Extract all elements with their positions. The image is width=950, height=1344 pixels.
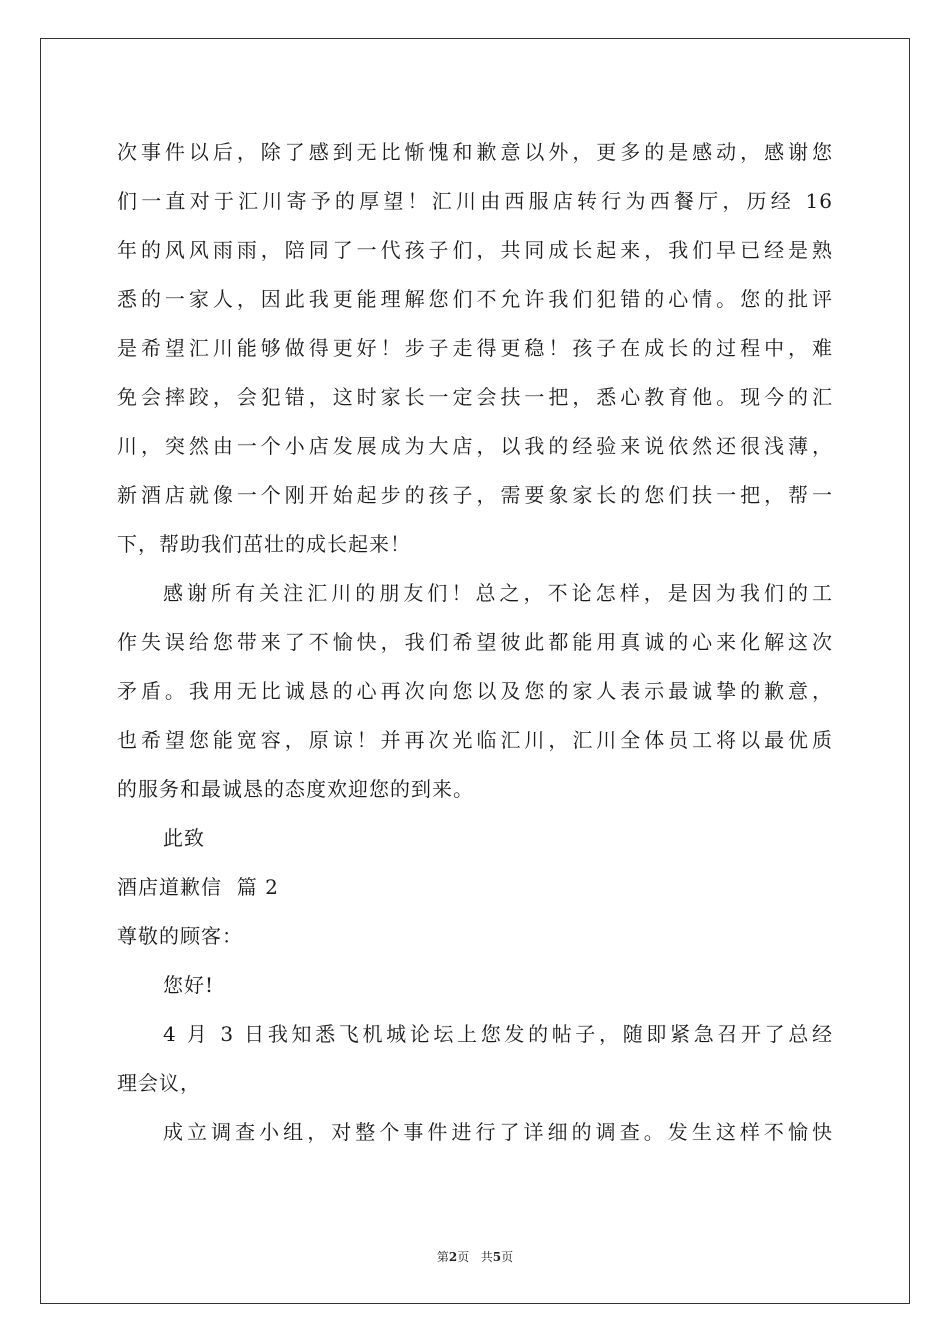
greeting-recipient: 尊敬的顾客：: [117, 924, 243, 948]
paragraph-line: 免会摔跤，会犯错，这时家长一定会扶一把，悉心教育他。现今的汇: [117, 385, 833, 409]
footer-middle: 页 共: [457, 1250, 493, 1264]
paragraph-line: 新酒店就像一个刚开始起步的孩子，需要象家长的您们扶一把，帮一: [117, 483, 833, 507]
document-body: [117, 128, 833, 1157]
paragraph-line: 4 月 3 日我知悉飞机城论坛上您发的帖子，随即紧急召开了总经: [163, 1022, 833, 1046]
paragraph-line: 是希望汇川能够做得更好！步子走得更稳！孩子在成长的过程中，难: [117, 336, 833, 360]
total-pages-number: 5: [492, 1250, 502, 1264]
paragraph-line: 川，突然由一个小店发展成为大店，以我的经验来说依然还很浅薄，: [117, 434, 833, 458]
paragraph-line: 次事件以后，除了感到无比惭愧和歉意以外，更多的是感动，感谢您: [117, 140, 833, 164]
footer-suffix: 页: [501, 1250, 514, 1264]
current-page-number: 2: [448, 1250, 458, 1264]
paragraph-line: 理会议，: [117, 1071, 201, 1095]
paragraph-line: 们一直对于汇川寄予的厚望！汇川由西服店转行为西餐厅，历经 16: [117, 189, 833, 213]
paragraph-line: 成立调查小组，对整个事件进行了详细的调查。发生这样不愉快: [163, 1120, 833, 1144]
paragraph-line: 悉的一家人，因此我更能理解您们不允许我们犯错的心情。您的批评: [117, 287, 833, 311]
paragraph-line: 感谢所有关注汇川的朋友们！总之，不论怎样，是因为我们的工: [163, 581, 833, 605]
paragraph-line: 矛盾。我用无比诚恳的心再次向您以及您的家人表示最诚挚的歉意，: [117, 679, 833, 703]
footer-prefix: 第: [436, 1250, 449, 1264]
paragraph-line: 年的风风雨雨，陪同了一代孩子们，共同成长起来，我们早已经是熟: [117, 238, 833, 262]
greeting: 您好!: [163, 973, 215, 997]
section-heading: 酒店道歉信 篇 2: [117, 875, 279, 899]
paragraph-line: 作失误给您带来了不愉快，我们希望彼此都能用真诚的心来化解这次: [117, 630, 833, 654]
paragraph-line: 下，帮助我们茁壮的成长起来！: [117, 532, 411, 556]
paragraph-line: 也希望您能宽容，原谅！并再次光临汇川，汇川全体员工将以最优质: [117, 728, 833, 752]
paragraph-line: 的服务和最诚恳的态度欢迎您的到来。: [117, 777, 474, 801]
page-footer: [0, 1248, 950, 1265]
closing-salutation: 此致: [163, 826, 205, 850]
